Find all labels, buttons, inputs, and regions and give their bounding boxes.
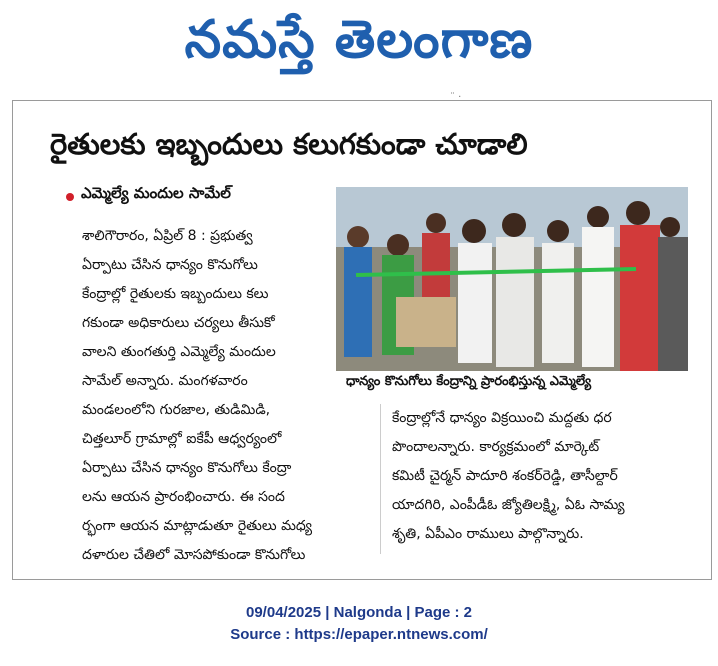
body-line: చిత్తలూర్ గ్రామాల్లో ఐకేపీ ఆధ్వర్యంలో xyxy=(82,431,282,447)
photo-caption: ధాన్యం కొనుగోలు కేంద్రాన్ని ప్రారంభిస్తున్న ఎమ్మెల్యే xyxy=(346,374,592,389)
footer-source: Source : https://epaper.ntnews.com/ xyxy=(230,626,488,643)
body-line: యాదగిరి, ఎంపీడీఓ జ్యోతిలక్ష్మి, ఏఓ సామ్య xyxy=(392,497,625,513)
body-line: ర్భంగా ఆయన మాట్లాడుతూ రైతులు మధ్య xyxy=(82,518,313,534)
newspaper-masthead xyxy=(0,4,718,76)
body-line: ఏర్పాటు చేసిన ధాన్యం కొనుగోలు xyxy=(82,257,258,273)
footer-date-edition: 09/04/2025 | Nalgonda | Page : 2 xyxy=(246,604,472,621)
body-line: ఏర్పాటు చేసిన ధాన్యం కొనుగోలు కేంద్రా xyxy=(82,460,292,476)
news-photo xyxy=(336,187,688,371)
byline-bullet-icon xyxy=(66,193,74,201)
body-line: గకుండా అధికారులు చర్యలు తీసుకో xyxy=(82,315,275,331)
body-line: పొందాలన్నారు. కార్యక్రమంలో మార్కెట్ xyxy=(392,439,600,455)
body-line: లను ఆయన ప్రారంభించారు. ఈ సంద xyxy=(82,489,285,505)
body-line: కేంద్రాల్లో రైతులకు ఇబ్బందులు కలు xyxy=(82,286,269,302)
article-byline: ఎమ్మెల్యే మందుల సామేల్ xyxy=(81,184,231,202)
article-headline: రైతులకు ఇబ్బందులు కలుగకుండా చూడాలి xyxy=(50,127,528,161)
body-line: మండలంలోని గురజాల, తుడిమిడి, xyxy=(82,402,271,418)
column-divider xyxy=(380,404,381,554)
top-mark: ¨ · xyxy=(450,92,462,103)
body-line: వాలని తుంగతుర్తి ఎమ్మెల్యే మందుల xyxy=(82,344,276,360)
body-line: కేంద్రాల్లోనే ధాన్యం విక్రయించి మద్దతు ధర xyxy=(392,410,612,426)
body-line: కమిటీ చైర్మన్ పాదూరి శంకర్‌రెడ్డి, తాసీల్దార్ xyxy=(392,468,618,484)
body-line: దళారుల చేతిలో మోసపోకుండా కొనుగోలు xyxy=(82,547,306,563)
article-column-2 xyxy=(392,404,692,549)
body-line: శాలిగౌరారం, ఏప్రిల్ 8 : ప్రభుత్వ xyxy=(82,228,253,244)
masthead-title: నమస్తే తెలంగాణ xyxy=(184,10,534,70)
body-line: శృతి, ఏపీఎం రాములు పాల్గొన్నారు. xyxy=(392,526,584,542)
event-photo-illustration xyxy=(336,187,688,371)
body-line: సామేల్ అన్నారు. మంగళవారం xyxy=(82,373,248,389)
